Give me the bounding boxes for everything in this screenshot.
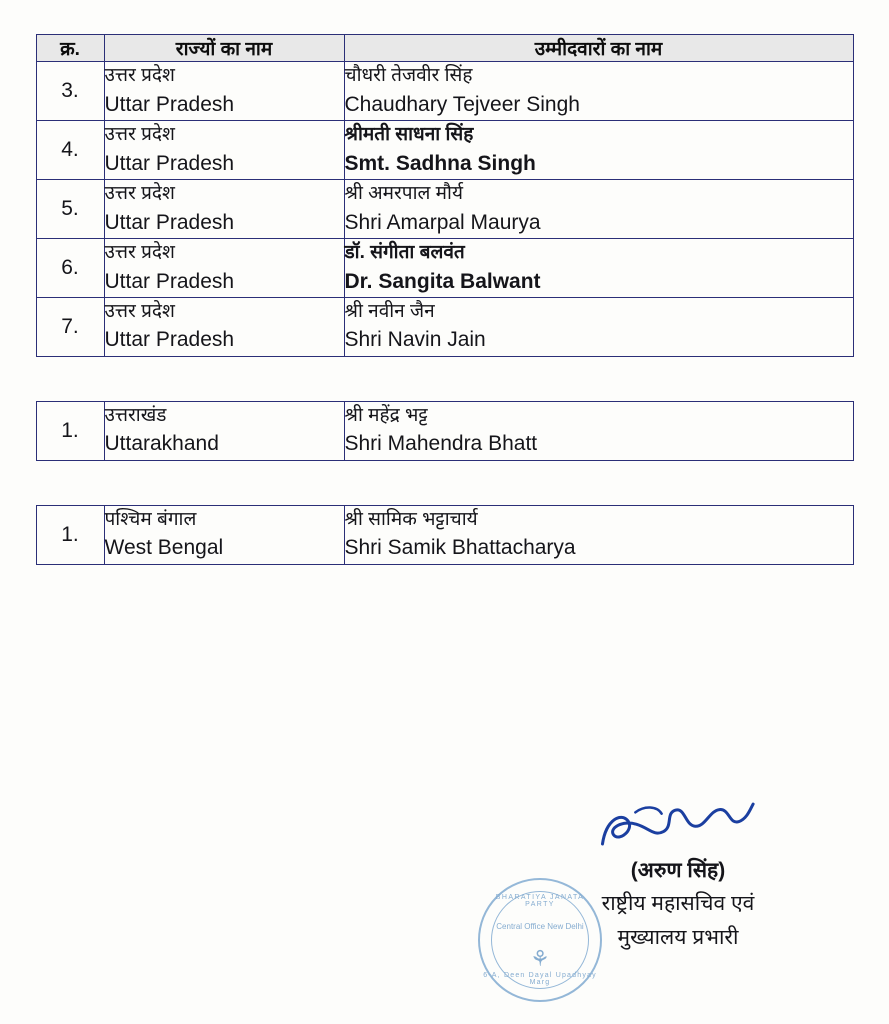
row-serial: 4. xyxy=(36,120,104,179)
state-name-english: Uttar Pradesh xyxy=(104,151,235,175)
state-name-hindi: उत्तर प्रदेश xyxy=(104,182,175,204)
row-serial: 5. xyxy=(36,179,104,238)
candidate-name-hindi: चौधरी तेजवीर सिंह xyxy=(344,65,473,86)
candidate-name-hindi: श्री अमरपाल मौर्य xyxy=(344,182,463,204)
state-name-english: Uttar Pradesh xyxy=(104,92,235,116)
table-row xyxy=(36,179,853,238)
candidate-name-english: Dr. Sangita Balwant xyxy=(344,269,541,293)
table-spacer xyxy=(24,461,865,505)
row-candidate xyxy=(344,401,853,460)
stamp-bottom-text: 6-A, Deen Dayal Upadhyay Marg xyxy=(483,972,597,986)
row-candidate xyxy=(344,120,853,179)
row-serial: 3. xyxy=(36,62,104,121)
table-spacer xyxy=(24,357,865,401)
candidate-name-english: Shri Samik Bhattacharya xyxy=(344,536,576,560)
candidate-name-hindi: श्रीमती साधना सिंह xyxy=(344,123,474,145)
row-candidate xyxy=(344,297,853,356)
table-row xyxy=(36,297,853,356)
row-state xyxy=(104,179,344,238)
table-row xyxy=(36,238,853,297)
candidate-name-hindi: डॉ. संगीता बलवंत xyxy=(344,241,465,263)
candidate-name-english: Chaudhary Tejveer Singh xyxy=(344,92,580,116)
candidate-name-hindi: श्री महेंद्र भट्ट xyxy=(344,404,428,426)
candidate-table-uttarakhand xyxy=(36,401,854,461)
state-name-hindi: उत्तराखंड xyxy=(104,404,167,426)
row-serial: 6. xyxy=(36,238,104,297)
signature-icon xyxy=(591,791,765,858)
state-name-english: Uttarakhand xyxy=(104,432,219,456)
candidate-name-english: Shri Mahendra Bhatt xyxy=(344,432,538,456)
column-header-candidate: उम्मीदवारों का नाम xyxy=(344,35,853,62)
state-name-english: West Bengal xyxy=(104,536,224,560)
state-name-hindi: उत्तर प्रदेश xyxy=(104,241,175,263)
candidate-name-hindi: श्री सामिक भट्टाचार्य xyxy=(344,508,478,530)
candidate-table-west-bengal xyxy=(36,505,854,565)
signatory-name: (अरुण सिंह) xyxy=(630,859,726,882)
candidate-table-uttar-pradesh xyxy=(36,34,854,357)
state-name-english: Uttar Pradesh xyxy=(104,210,235,234)
state-name-english: Uttar Pradesh xyxy=(104,328,235,352)
table-header xyxy=(36,35,853,62)
column-header-state: राज्यों का नाम xyxy=(104,35,344,62)
column-header-serial: क्र. xyxy=(36,35,104,62)
state-name-hindi: उत्तर प्रदेश xyxy=(104,65,175,86)
candidate-name-english: Shri Navin Jain xyxy=(344,328,486,352)
signatory-title-line2: मुख्यालय प्रभारी xyxy=(617,926,739,950)
stamp-top-text: BHARATIYA JANATA PARTY xyxy=(495,894,585,908)
row-serial: 7. xyxy=(36,297,104,356)
lotus-icon: ⚘ xyxy=(530,946,550,971)
row-candidate xyxy=(344,505,853,564)
row-state xyxy=(104,505,344,564)
table-row xyxy=(36,62,853,121)
row-state xyxy=(104,238,344,297)
row-candidate xyxy=(344,62,853,121)
state-name-hindi: उत्तर प्रदेश xyxy=(104,300,175,322)
state-name-english: Uttar Pradesh xyxy=(104,269,235,293)
row-state xyxy=(104,401,344,460)
row-state xyxy=(104,62,344,121)
signatory-title-line1: राष्ट्रीय महासचिव एवं xyxy=(601,892,755,915)
candidate-name-english: Shri Amarpal Maurya xyxy=(344,210,541,234)
table-row xyxy=(36,505,853,564)
official-stamp xyxy=(478,878,602,1002)
row-candidate xyxy=(344,238,853,297)
table-header-row xyxy=(36,35,853,62)
state-name-hindi: पश्चिम बंगाल xyxy=(104,508,197,530)
candidate-name-hindi: श्री नवीन जैन xyxy=(344,300,435,322)
stamp-center-text: Central Office New Delhi xyxy=(496,922,584,931)
row-candidate xyxy=(344,179,853,238)
table-row xyxy=(36,401,853,460)
candidate-name-english: Smt. Sadhna Singh xyxy=(344,151,536,175)
row-serial: 1. xyxy=(36,401,104,460)
row-state xyxy=(104,120,344,179)
table-row xyxy=(36,120,853,179)
state-name-hindi: उत्तर प्रदेश xyxy=(104,123,175,145)
row-state xyxy=(104,297,344,356)
row-serial: 1. xyxy=(36,505,104,564)
